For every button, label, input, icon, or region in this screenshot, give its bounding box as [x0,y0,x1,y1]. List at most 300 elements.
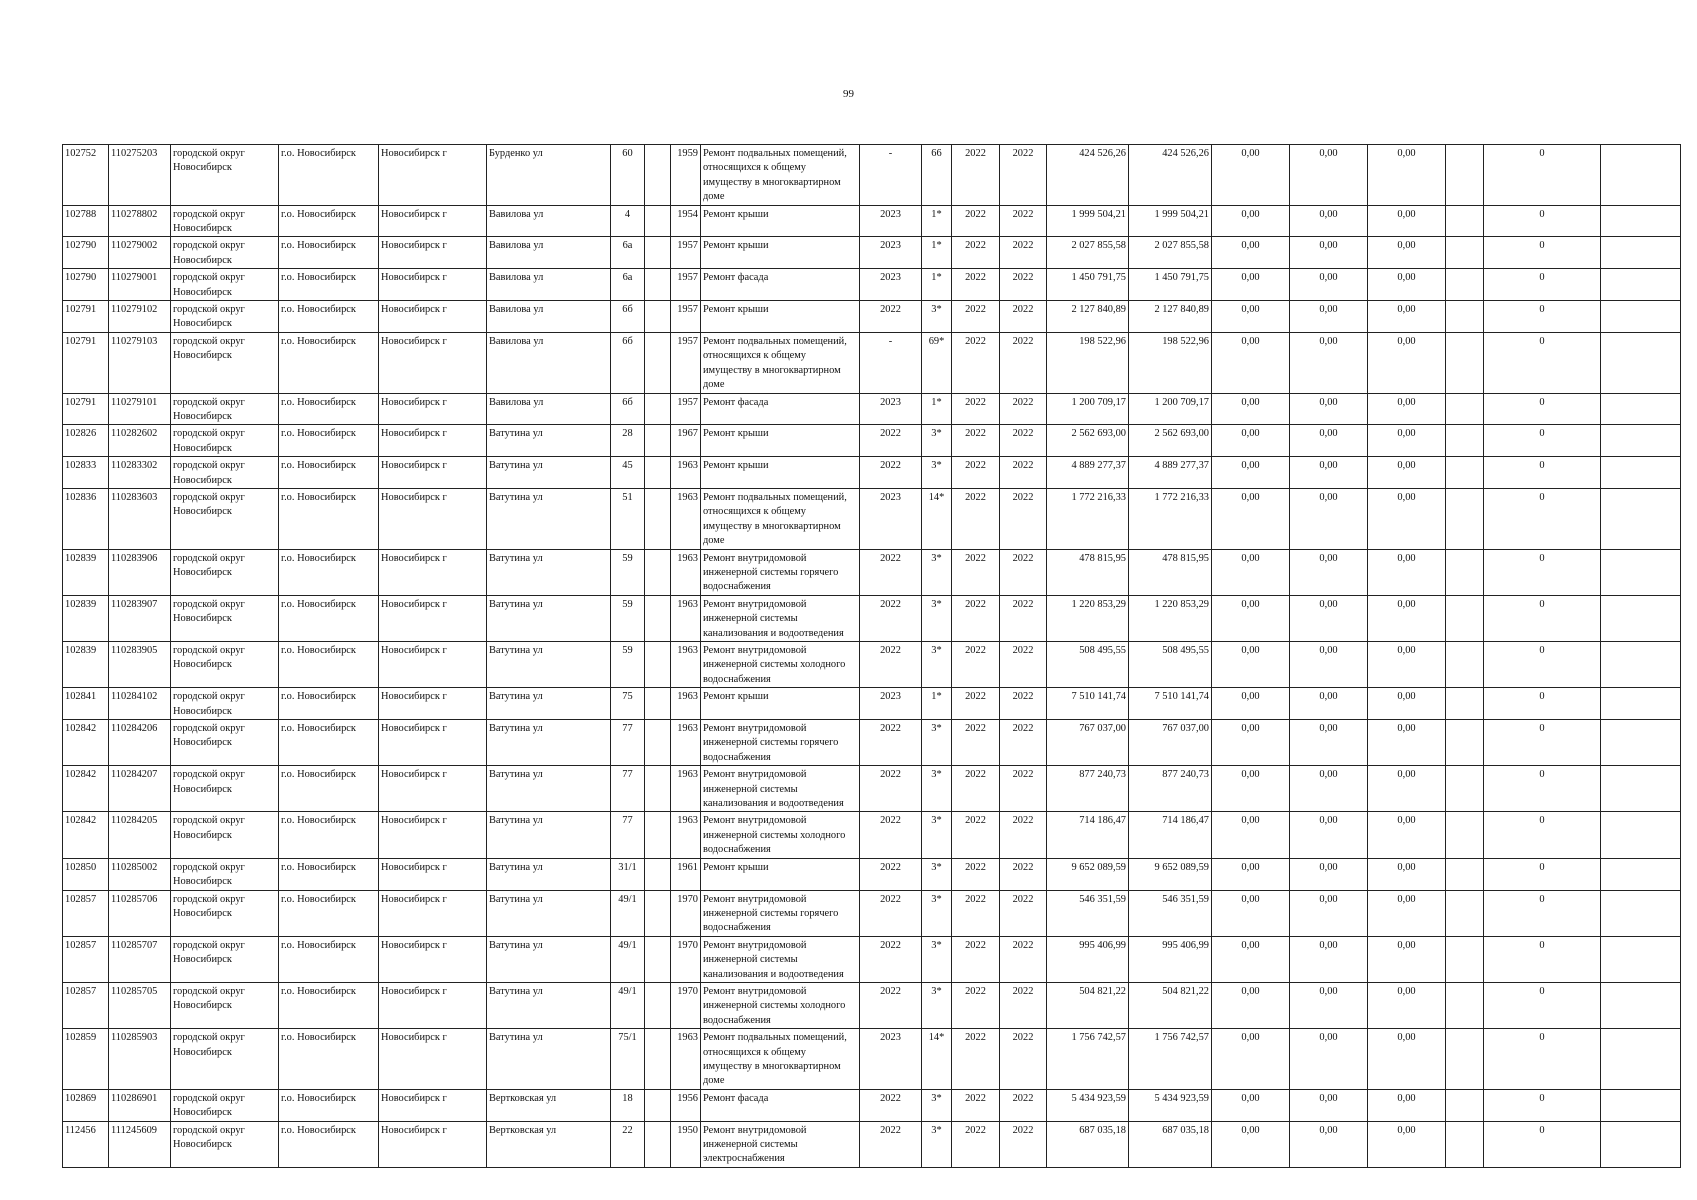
cell-plan-year: - [860,145,922,206]
cell-sum-c: 0,00 [1368,237,1446,269]
cell-code: 110279001 [109,269,171,301]
cell-last [1601,457,1681,489]
cell-sum-a: 0,00 [1212,936,1290,982]
cell-work: Ремонт фасада [701,393,860,425]
cell-municipality: городской округ Новосибирск [171,145,279,206]
cell-year: 1959 [671,145,701,206]
cell-floors: 69* [922,332,952,393]
cell-sum-c: 0,00 [1368,642,1446,688]
cell-sum-b: 0,00 [1290,595,1368,641]
cell-start: 2022 [952,237,1000,269]
cell-house: 6б [611,393,645,425]
cell-short-municipality: г.о. Новосибирск [279,642,379,688]
table-row [63,858,1681,890]
cell-extra [1446,549,1484,595]
cell-last [1601,1089,1681,1121]
cell-id: 102839 [63,595,109,641]
cell-id: 102857 [63,982,109,1028]
cell-start: 2022 [952,890,1000,936]
cell-end: 2022 [1000,269,1047,301]
cell-sum-c: 0,00 [1368,145,1446,206]
table-row [63,720,1681,766]
cell-sum-c: 0,00 [1368,766,1446,812]
cell-code: 110283302 [109,457,171,489]
cell-house: 59 [611,595,645,641]
cell-sum-c: 0,00 [1368,858,1446,890]
cell-extra [1446,766,1484,812]
cell-house: 6а [611,269,645,301]
cell-zero: 0 [1484,1121,1601,1167]
cell-year: 1957 [671,393,701,425]
cell-sum-c: 0,00 [1368,890,1446,936]
cell-year: 1954 [671,205,701,237]
cell-sum-c: 0,00 [1368,1089,1446,1121]
cell-street: Бурденко ул [487,145,611,206]
cell-zero: 0 [1484,1029,1601,1090]
cell-sum-c: 0,00 [1368,457,1446,489]
cell-settlement: Новосибирск г [379,812,487,858]
cell-street: Вавилова ул [487,301,611,333]
cell-code: 110286901 [109,1089,171,1121]
cell-code: 110283906 [109,549,171,595]
cell-work: Ремонт крыши [701,858,860,890]
cell-house: 22 [611,1121,645,1167]
cell-sum-c: 0,00 [1368,425,1446,457]
cell-sum-a: 0,00 [1212,205,1290,237]
cell-municipality: городской округ Новосибирск [171,457,279,489]
cell-extra [1446,642,1484,688]
cell-zero: 0 [1484,812,1601,858]
table-row [63,205,1681,237]
cell-building [645,982,671,1028]
cell-end: 2022 [1000,332,1047,393]
cell-house: 77 [611,766,645,812]
cell-cost-total: 5 434 923,59 [1047,1089,1129,1121]
cell-building [645,720,671,766]
cell-municipality: городской округ Новосибирск [171,237,279,269]
cell-work: Ремонт подвальных помещений, относящихся к общему имуществу в многоквартирном доме [701,145,860,206]
cell-short-municipality: г.о. Новосибирск [279,269,379,301]
cell-building [645,1089,671,1121]
cell-extra [1446,205,1484,237]
cell-plan-year: 2022 [860,982,922,1028]
cell-floors: 1* [922,237,952,269]
cell-plan-year: 2022 [860,858,922,890]
cell-year: 1970 [671,936,701,982]
cell-sum-a: 0,00 [1212,237,1290,269]
cell-start: 2022 [952,457,1000,489]
cell-start: 2022 [952,1121,1000,1167]
cell-cost-fund: 9 652 089,59 [1129,858,1212,890]
cell-settlement: Новосибирск г [379,688,487,720]
cell-end: 2022 [1000,642,1047,688]
cell-sum-a: 0,00 [1212,1029,1290,1090]
cell-zero: 0 [1484,688,1601,720]
cell-street: Ватутина ул [487,936,611,982]
cell-end: 2022 [1000,688,1047,720]
cell-cost-total: 478 815,95 [1047,549,1129,595]
cell-zero: 0 [1484,766,1601,812]
table-row [63,301,1681,333]
cell-house: 31/1 [611,858,645,890]
cell-floors: 3* [922,766,952,812]
cell-year: 1963 [671,766,701,812]
cell-settlement: Новосибирск г [379,145,487,206]
cell-settlement: Новосибирск г [379,1089,487,1121]
cell-floors: 3* [922,425,952,457]
cell-plan-year: 2022 [860,936,922,982]
table-row [63,549,1681,595]
cell-plan-year: 2022 [860,890,922,936]
cell-floors: 3* [922,642,952,688]
cell-sum-c: 0,00 [1368,812,1446,858]
cell-street: Вавилова ул [487,332,611,393]
cell-sum-b: 0,00 [1290,425,1368,457]
cell-cost-total: 767 037,00 [1047,720,1129,766]
cell-end: 2022 [1000,301,1047,333]
cell-house: 28 [611,425,645,457]
cell-settlement: Новосибирск г [379,890,487,936]
cell-municipality: городской округ Новосибирск [171,936,279,982]
cell-plan-year: 2022 [860,549,922,595]
cell-year: 1963 [671,812,701,858]
cell-id: 102791 [63,332,109,393]
cell-end: 2022 [1000,766,1047,812]
table-row [63,1029,1681,1090]
cell-work: Ремонт крыши [701,425,860,457]
cell-house: 6б [611,332,645,393]
cell-sum-a: 0,00 [1212,301,1290,333]
cell-street: Вертковская ул [487,1089,611,1121]
cell-extra [1446,269,1484,301]
cell-extra [1446,237,1484,269]
cell-id: 102842 [63,766,109,812]
cell-work: Ремонт внутридомовой инженерной системы горячего водоснабжения [701,549,860,595]
cell-sum-a: 0,00 [1212,595,1290,641]
cell-sum-c: 0,00 [1368,269,1446,301]
cell-sum-b: 0,00 [1290,982,1368,1028]
cell-last [1601,393,1681,425]
cell-sum-b: 0,00 [1290,688,1368,720]
cell-sum-a: 0,00 [1212,642,1290,688]
cell-street: Ватутина ул [487,766,611,812]
cell-extra [1446,301,1484,333]
cell-settlement: Новосибирск г [379,936,487,982]
cell-last [1601,642,1681,688]
cell-zero: 0 [1484,720,1601,766]
cell-building [645,936,671,982]
cell-year: 1957 [671,237,701,269]
cell-extra [1446,812,1484,858]
cell-floors: 3* [922,858,952,890]
cell-code: 110285002 [109,858,171,890]
cell-street: Ватутина ул [487,890,611,936]
cell-sum-b: 0,00 [1290,205,1368,237]
cell-settlement: Новосибирск г [379,720,487,766]
cell-building [645,205,671,237]
cell-extra [1446,688,1484,720]
cell-municipality: городской округ Новосибирск [171,332,279,393]
table-row [63,269,1681,301]
cell-street: Ватутина ул [487,812,611,858]
cell-floors: 1* [922,205,952,237]
cell-id: 102839 [63,642,109,688]
cell-extra [1446,936,1484,982]
cell-zero: 0 [1484,393,1601,425]
cell-last [1601,145,1681,206]
cell-id: 102788 [63,205,109,237]
cell-short-municipality: г.о. Новосибирск [279,595,379,641]
cell-id: 102833 [63,457,109,489]
cell-street: Ватутина ул [487,488,611,549]
cell-cost-fund: 1 450 791,75 [1129,269,1212,301]
cell-sum-c: 0,00 [1368,549,1446,595]
cell-work: Ремонт внутридомовой инженерной системы канализования и водоотведения [701,936,860,982]
cell-zero: 0 [1484,858,1601,890]
cell-start: 2022 [952,301,1000,333]
cell-last [1601,205,1681,237]
cell-end: 2022 [1000,982,1047,1028]
cell-municipality: городской округ Новосибирск [171,858,279,890]
cell-end: 2022 [1000,1089,1047,1121]
cell-start: 2022 [952,595,1000,641]
cell-extra [1446,890,1484,936]
cell-id: 102791 [63,393,109,425]
cell-building [645,393,671,425]
cell-year: 1957 [671,301,701,333]
cell-code: 110278802 [109,205,171,237]
cell-settlement: Новосибирск г [379,766,487,812]
cell-zero: 0 [1484,237,1601,269]
cell-cost-total: 1 756 742,57 [1047,1029,1129,1090]
cell-code: 110283907 [109,595,171,641]
cell-building [645,145,671,206]
cell-short-municipality: г.о. Новосибирск [279,332,379,393]
cell-last [1601,1121,1681,1167]
cell-last [1601,766,1681,812]
cell-cost-fund: 714 186,47 [1129,812,1212,858]
cell-work: Ремонт подвальных помещений, относящихся к общему имуществу в многоквартирном доме [701,332,860,393]
cell-cost-total: 198 522,96 [1047,332,1129,393]
cell-id: 102826 [63,425,109,457]
cell-end: 2022 [1000,237,1047,269]
cell-year: 1970 [671,890,701,936]
cell-work: Ремонт крыши [701,205,860,237]
cell-code: 110279101 [109,393,171,425]
cell-sum-c: 0,00 [1368,1121,1446,1167]
cell-start: 2022 [952,858,1000,890]
cell-building [645,269,671,301]
cell-short-municipality: г.о. Новосибирск [279,1029,379,1090]
cell-zero: 0 [1484,982,1601,1028]
cell-plan-year: 2022 [860,812,922,858]
cell-plan-year: 2022 [860,1089,922,1121]
cell-code: 110284205 [109,812,171,858]
table-row [63,488,1681,549]
cell-cost-total: 2 027 855,58 [1047,237,1129,269]
cell-house: 75/1 [611,1029,645,1090]
table-row [63,393,1681,425]
cell-start: 2022 [952,145,1000,206]
cell-house: 4 [611,205,645,237]
cell-municipality: городской округ Новосибирск [171,982,279,1028]
cell-municipality: городской округ Новосибирск [171,205,279,237]
cell-end: 2022 [1000,936,1047,982]
cell-cost-total: 877 240,73 [1047,766,1129,812]
cell-work: Ремонт внутридомовой инженерной системы горячего водоснабжения [701,720,860,766]
cell-start: 2022 [952,1029,1000,1090]
cell-id: 102857 [63,936,109,982]
cell-work: Ремонт внутридомовой инженерной системы электроснабжения [701,1121,860,1167]
cell-end: 2022 [1000,890,1047,936]
cell-last [1601,936,1681,982]
cell-settlement: Новосибирск г [379,457,487,489]
cell-sum-b: 0,00 [1290,720,1368,766]
cell-floors: 3* [922,936,952,982]
cell-end: 2022 [1000,858,1047,890]
cell-cost-total: 1 200 709,17 [1047,393,1129,425]
cell-zero: 0 [1484,269,1601,301]
cell-extra [1446,488,1484,549]
cell-cost-total: 504 821,22 [1047,982,1129,1028]
table-row [63,766,1681,812]
cell-code: 110283905 [109,642,171,688]
cell-municipality: городской округ Новосибирск [171,425,279,457]
cell-settlement: Новосибирск г [379,425,487,457]
cell-cost-fund: 1 220 853,29 [1129,595,1212,641]
cell-sum-a: 0,00 [1212,425,1290,457]
cell-municipality: городской округ Новосибирск [171,720,279,766]
cell-cost-fund: 198 522,96 [1129,332,1212,393]
cell-sum-b: 0,00 [1290,457,1368,489]
cell-last [1601,549,1681,595]
cell-plan-year: 2022 [860,642,922,688]
cell-municipality: городской округ Новосибирск [171,488,279,549]
cell-cost-fund: 478 815,95 [1129,549,1212,595]
cell-sum-a: 0,00 [1212,720,1290,766]
cell-short-municipality: г.о. Новосибирск [279,488,379,549]
cell-cost-fund: 1 772 216,33 [1129,488,1212,549]
cell-sum-c: 0,00 [1368,982,1446,1028]
cell-settlement: Новосибирск г [379,393,487,425]
cell-last [1601,237,1681,269]
cell-municipality: городской округ Новосибирск [171,1029,279,1090]
cell-sum-a: 0,00 [1212,488,1290,549]
cell-last [1601,488,1681,549]
cell-sum-b: 0,00 [1290,237,1368,269]
cell-short-municipality: г.о. Новосибирск [279,858,379,890]
cell-year: 1967 [671,425,701,457]
cell-id: 102857 [63,890,109,936]
cell-building [645,1121,671,1167]
cell-start: 2022 [952,1089,1000,1121]
cell-settlement: Новосибирск г [379,858,487,890]
cell-settlement: Новосибирск г [379,642,487,688]
cell-id: 102842 [63,720,109,766]
cell-municipality: городской округ Новосибирск [171,393,279,425]
cell-municipality: городской округ Новосибирск [171,549,279,595]
cell-municipality: городской округ Новосибирск [171,642,279,688]
cell-municipality: городской округ Новосибирск [171,269,279,301]
cell-id: 102859 [63,1029,109,1090]
cell-year: 1963 [671,720,701,766]
cell-floors: 14* [922,488,952,549]
cell-code: 110283603 [109,488,171,549]
cell-street: Ватутина ул [487,642,611,688]
cell-cost-fund: 995 406,99 [1129,936,1212,982]
cell-sum-a: 0,00 [1212,1121,1290,1167]
cell-id: 102752 [63,145,109,206]
cell-cost-fund: 424 526,26 [1129,145,1212,206]
cell-floors: 3* [922,720,952,766]
cell-id: 102790 [63,269,109,301]
cell-cost-fund: 508 495,55 [1129,642,1212,688]
cell-short-municipality: г.о. Новосибирск [279,982,379,1028]
cell-house: 59 [611,642,645,688]
cell-sum-a: 0,00 [1212,145,1290,206]
cell-cost-fund: 4 889 277,37 [1129,457,1212,489]
cell-house: 51 [611,488,645,549]
cell-last [1601,890,1681,936]
cell-work: Ремонт внутридомовой инженерной системы канализования и водоотведения [701,595,860,641]
table-row [63,812,1681,858]
table-row [63,982,1681,1028]
cell-cost-total: 424 526,26 [1047,145,1129,206]
cell-last [1601,425,1681,457]
cell-work: Ремонт фасада [701,1089,860,1121]
cell-short-municipality: г.о. Новосибирск [279,145,379,206]
cell-id: 102791 [63,301,109,333]
cell-year: 1963 [671,1029,701,1090]
cell-short-municipality: г.о. Новосибирск [279,393,379,425]
cell-extra [1446,1121,1484,1167]
cell-plan-year: 2022 [860,301,922,333]
cell-building [645,812,671,858]
cell-start: 2022 [952,549,1000,595]
cell-building [645,488,671,549]
table-row [63,890,1681,936]
cell-code: 110284206 [109,720,171,766]
cell-work: Ремонт внутридомовой инженерной системы холодного водоснабжения [701,982,860,1028]
cell-street: Вавилова ул [487,205,611,237]
cell-last [1601,982,1681,1028]
cell-plan-year: 2023 [860,1029,922,1090]
cell-building [645,642,671,688]
cell-settlement: Новосибирск г [379,269,487,301]
table-row [63,595,1681,641]
cell-cost-fund: 7 510 141,74 [1129,688,1212,720]
cell-cost-total: 546 351,59 [1047,890,1129,936]
cell-id: 102790 [63,237,109,269]
cell-house: 49/1 [611,982,645,1028]
table-row [63,145,1681,206]
cell-start: 2022 [952,936,1000,982]
table-body [63,145,1681,1168]
cell-code: 110279002 [109,237,171,269]
cell-plan-year: 2022 [860,595,922,641]
cell-house: 77 [611,812,645,858]
cell-settlement: Новосибирск г [379,205,487,237]
cell-sum-b: 0,00 [1290,301,1368,333]
cell-building [645,766,671,812]
cell-code: 110285706 [109,890,171,936]
cell-building [645,890,671,936]
cell-cost-total: 1 999 504,21 [1047,205,1129,237]
cell-municipality: городской округ Новосибирск [171,688,279,720]
cell-settlement: Новосибирск г [379,332,487,393]
cell-cost-fund: 1 756 742,57 [1129,1029,1212,1090]
cell-sum-c: 0,00 [1368,595,1446,641]
